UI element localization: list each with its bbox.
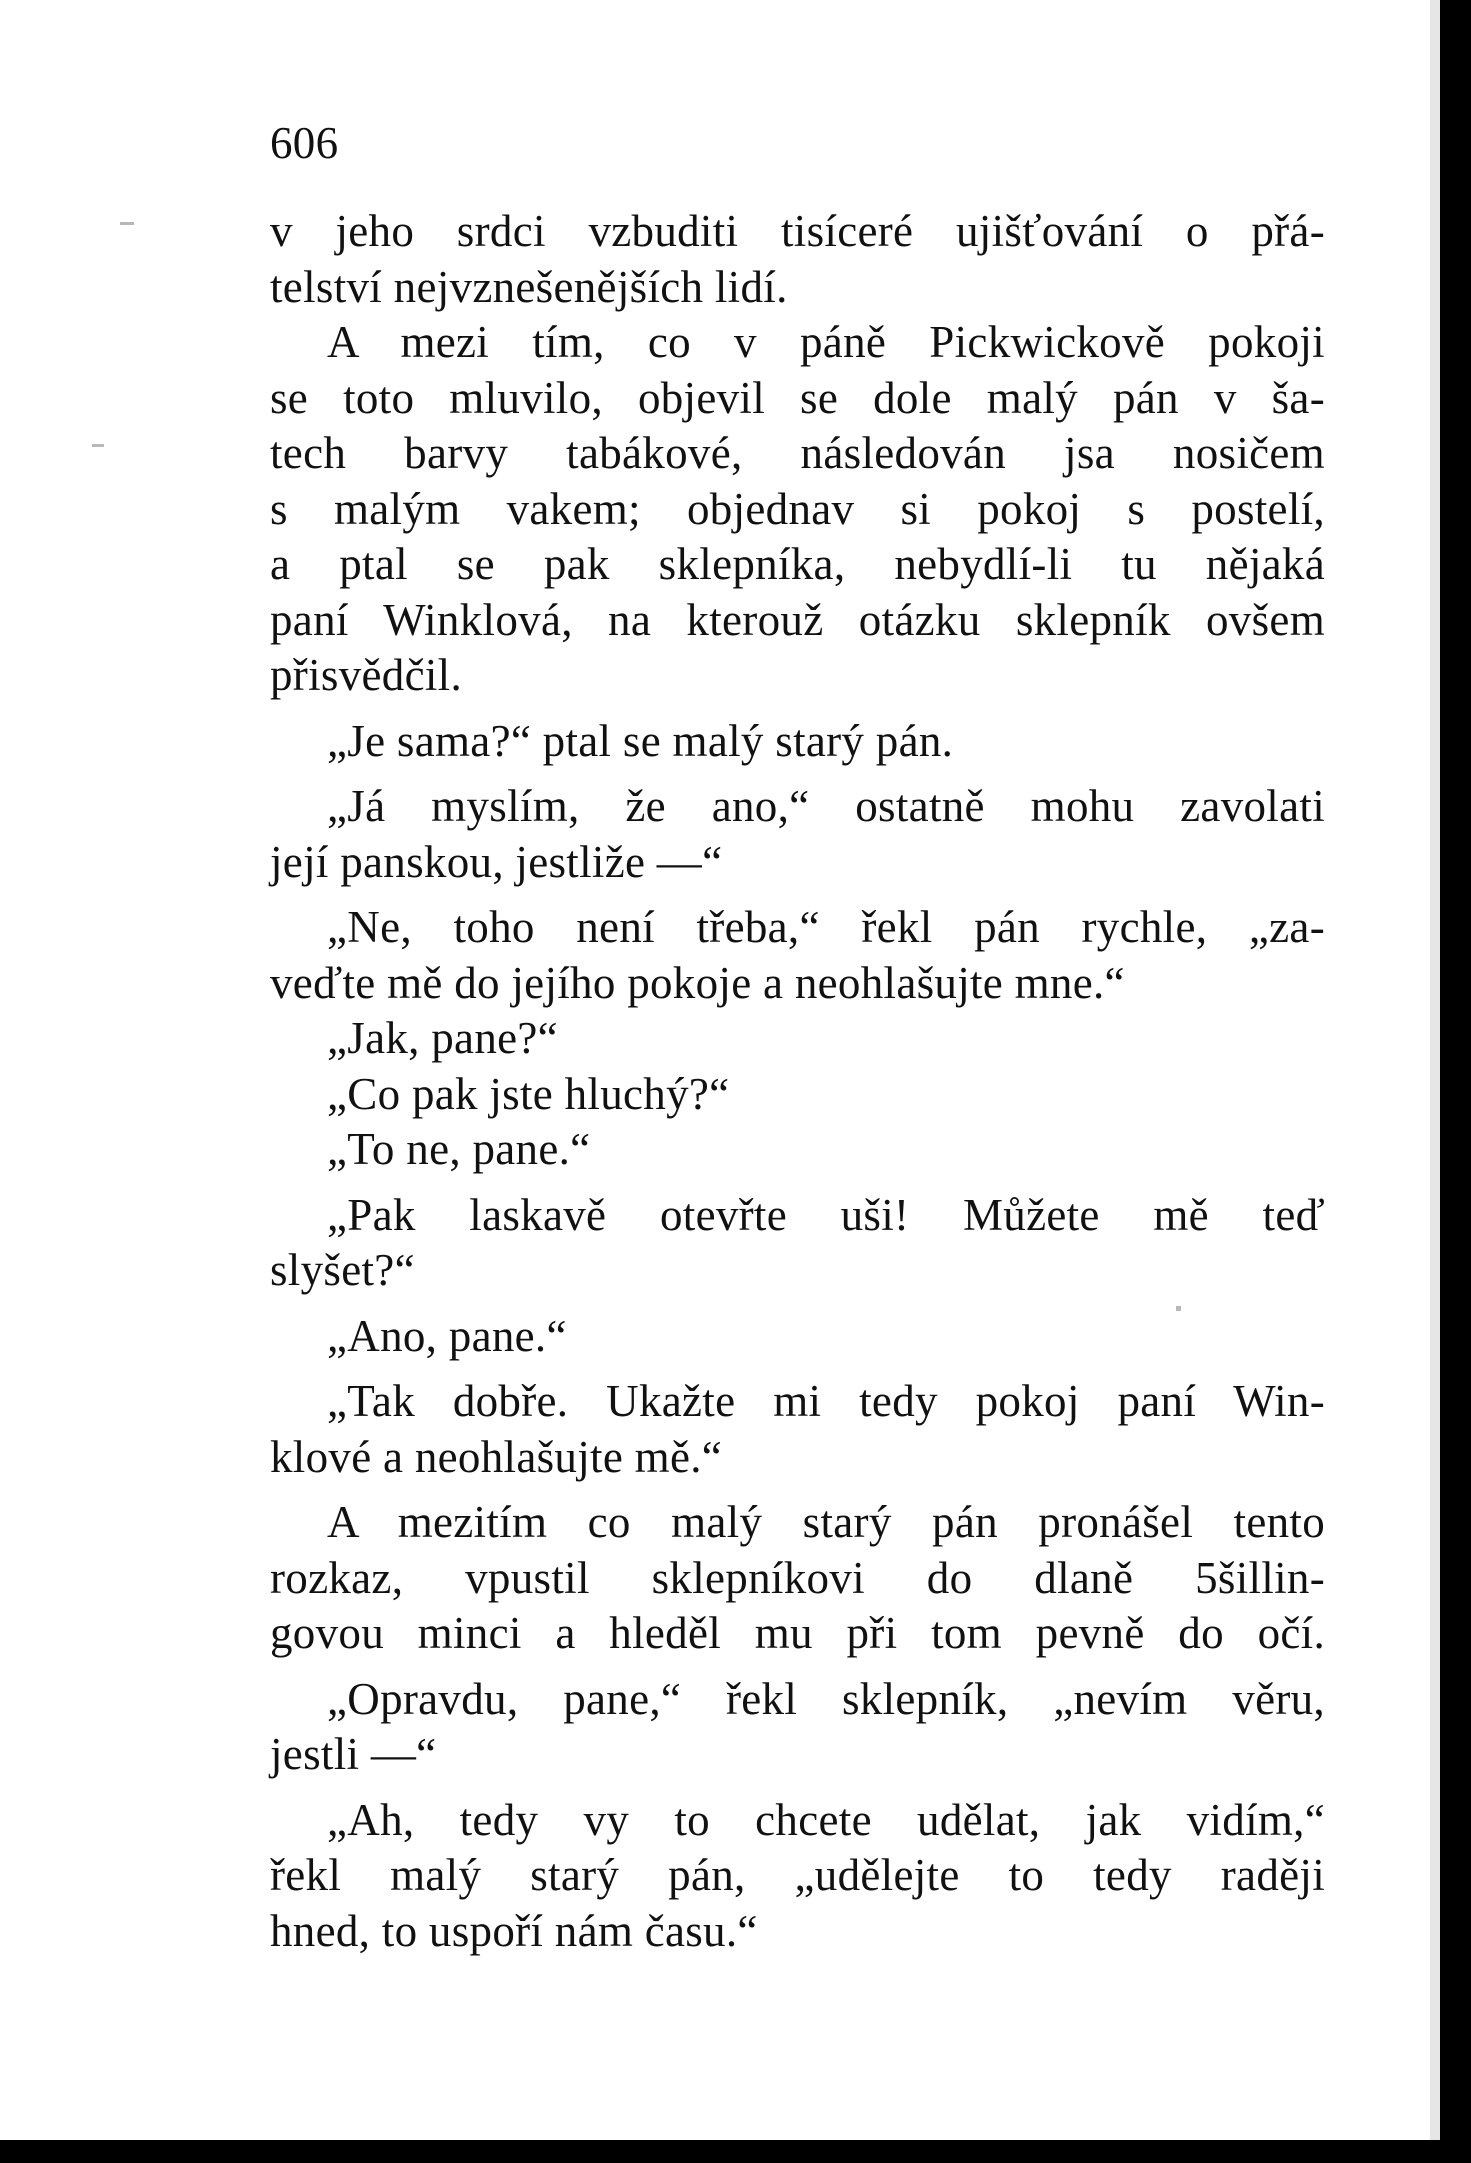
page-text (270, 118, 1325, 1959)
paragraph-gap (270, 1178, 1325, 1188)
text-line: rozkaz, vpustil sklepníkovi do dlaně 5šillin- (270, 1552, 1325, 1603)
text-line: „Ne, toho není třeba,“ řekl pán rychle, „za- (327, 902, 1325, 952)
text-line: „To ne, pane.“ (327, 1124, 591, 1174)
text-line: „Je sama?“ ptal se malý starý pán. (327, 715, 954, 766)
text-line: řekl malý starý pán, „udělejte to tedy raději (270, 1850, 1325, 1900)
text-line: a ptal se pak sklepníka, nebydlí-li tu nějaká (270, 539, 1325, 589)
text-line: „Tak dobře. Ukažte mi tedy pokoj paní Win- (327, 1376, 1325, 1426)
paragraph-gap (270, 890, 1325, 900)
text-line: veďte mě do jejího pokoje a neohlašujte mne.“ (270, 957, 1125, 1008)
paragraph-gap (270, 1783, 1325, 1793)
text-line: tech barvy tabákové, následován jsa nosičem (270, 428, 1325, 478)
text-line: se toto mluvilo, objevil se dole malý pán v ša- (270, 372, 1325, 423)
text-line: govou minci a hleděl mu při tom pevně do očí. (270, 1608, 1325, 1658)
scan-speck (120, 222, 134, 225)
paragraph-gap (270, 704, 1325, 714)
text-line: přisvědčil. (270, 650, 463, 700)
text-line: s malým vakem; objednav si pokoj s postelí, (270, 483, 1325, 534)
text-line: v jeho srdci vzbuditi tisíceré ujišťování o přá- (270, 206, 1325, 256)
paragraph-gap (270, 1364, 1325, 1374)
paragraph-gap (270, 1662, 1325, 1672)
text-line: „Opravdu, pane,“ řekl sklepník, „nevím věru, (327, 1673, 1325, 1724)
text-line: slyšet?“ (270, 1245, 415, 1295)
text-line: „Jak, pane?“ (327, 1013, 558, 1063)
text-line: „Ano, pane.“ (327, 1310, 567, 1361)
text-line: jestli —“ (270, 1729, 437, 1779)
text-line: paní Winklová, na kterouž otázku sklepník ovšem (270, 594, 1325, 645)
text-line: A mezi tím, co v páně Pickwickově pokoji (327, 317, 1325, 367)
paragraph-gap (270, 1299, 1325, 1309)
page-number: 606 (270, 118, 339, 168)
text-line: „Ah, tedy vy to chcete udělat, jak vidím,“ (327, 1794, 1325, 1845)
paragraph-gap (270, 769, 1325, 779)
scan-speck (92, 444, 104, 447)
text-line: její panskou, jestliže —“ (270, 836, 723, 887)
text-line: A mezitím co malý starý pán pronášel tento (327, 1497, 1325, 1547)
text-line: telství nejvznešenějších lidí. (270, 261, 788, 312)
text-lines (270, 204, 1325, 1959)
scan-edge-shadow (1430, 0, 1440, 2140)
text-line: „Já myslím, že ano,“ ostatně mohu zavolati (327, 781, 1325, 831)
text-line: klové a neohlašujte mě.“ (270, 1431, 723, 1482)
text-line: „Co pak jste hluchý?“ (327, 1068, 730, 1119)
text-line: hned, to uspoří nám času.“ (270, 1905, 758, 1956)
paragraph-gap (270, 1485, 1325, 1495)
text-line: „Pak laskavě otevřte uši! Můžete mě teď (327, 1189, 1325, 1240)
